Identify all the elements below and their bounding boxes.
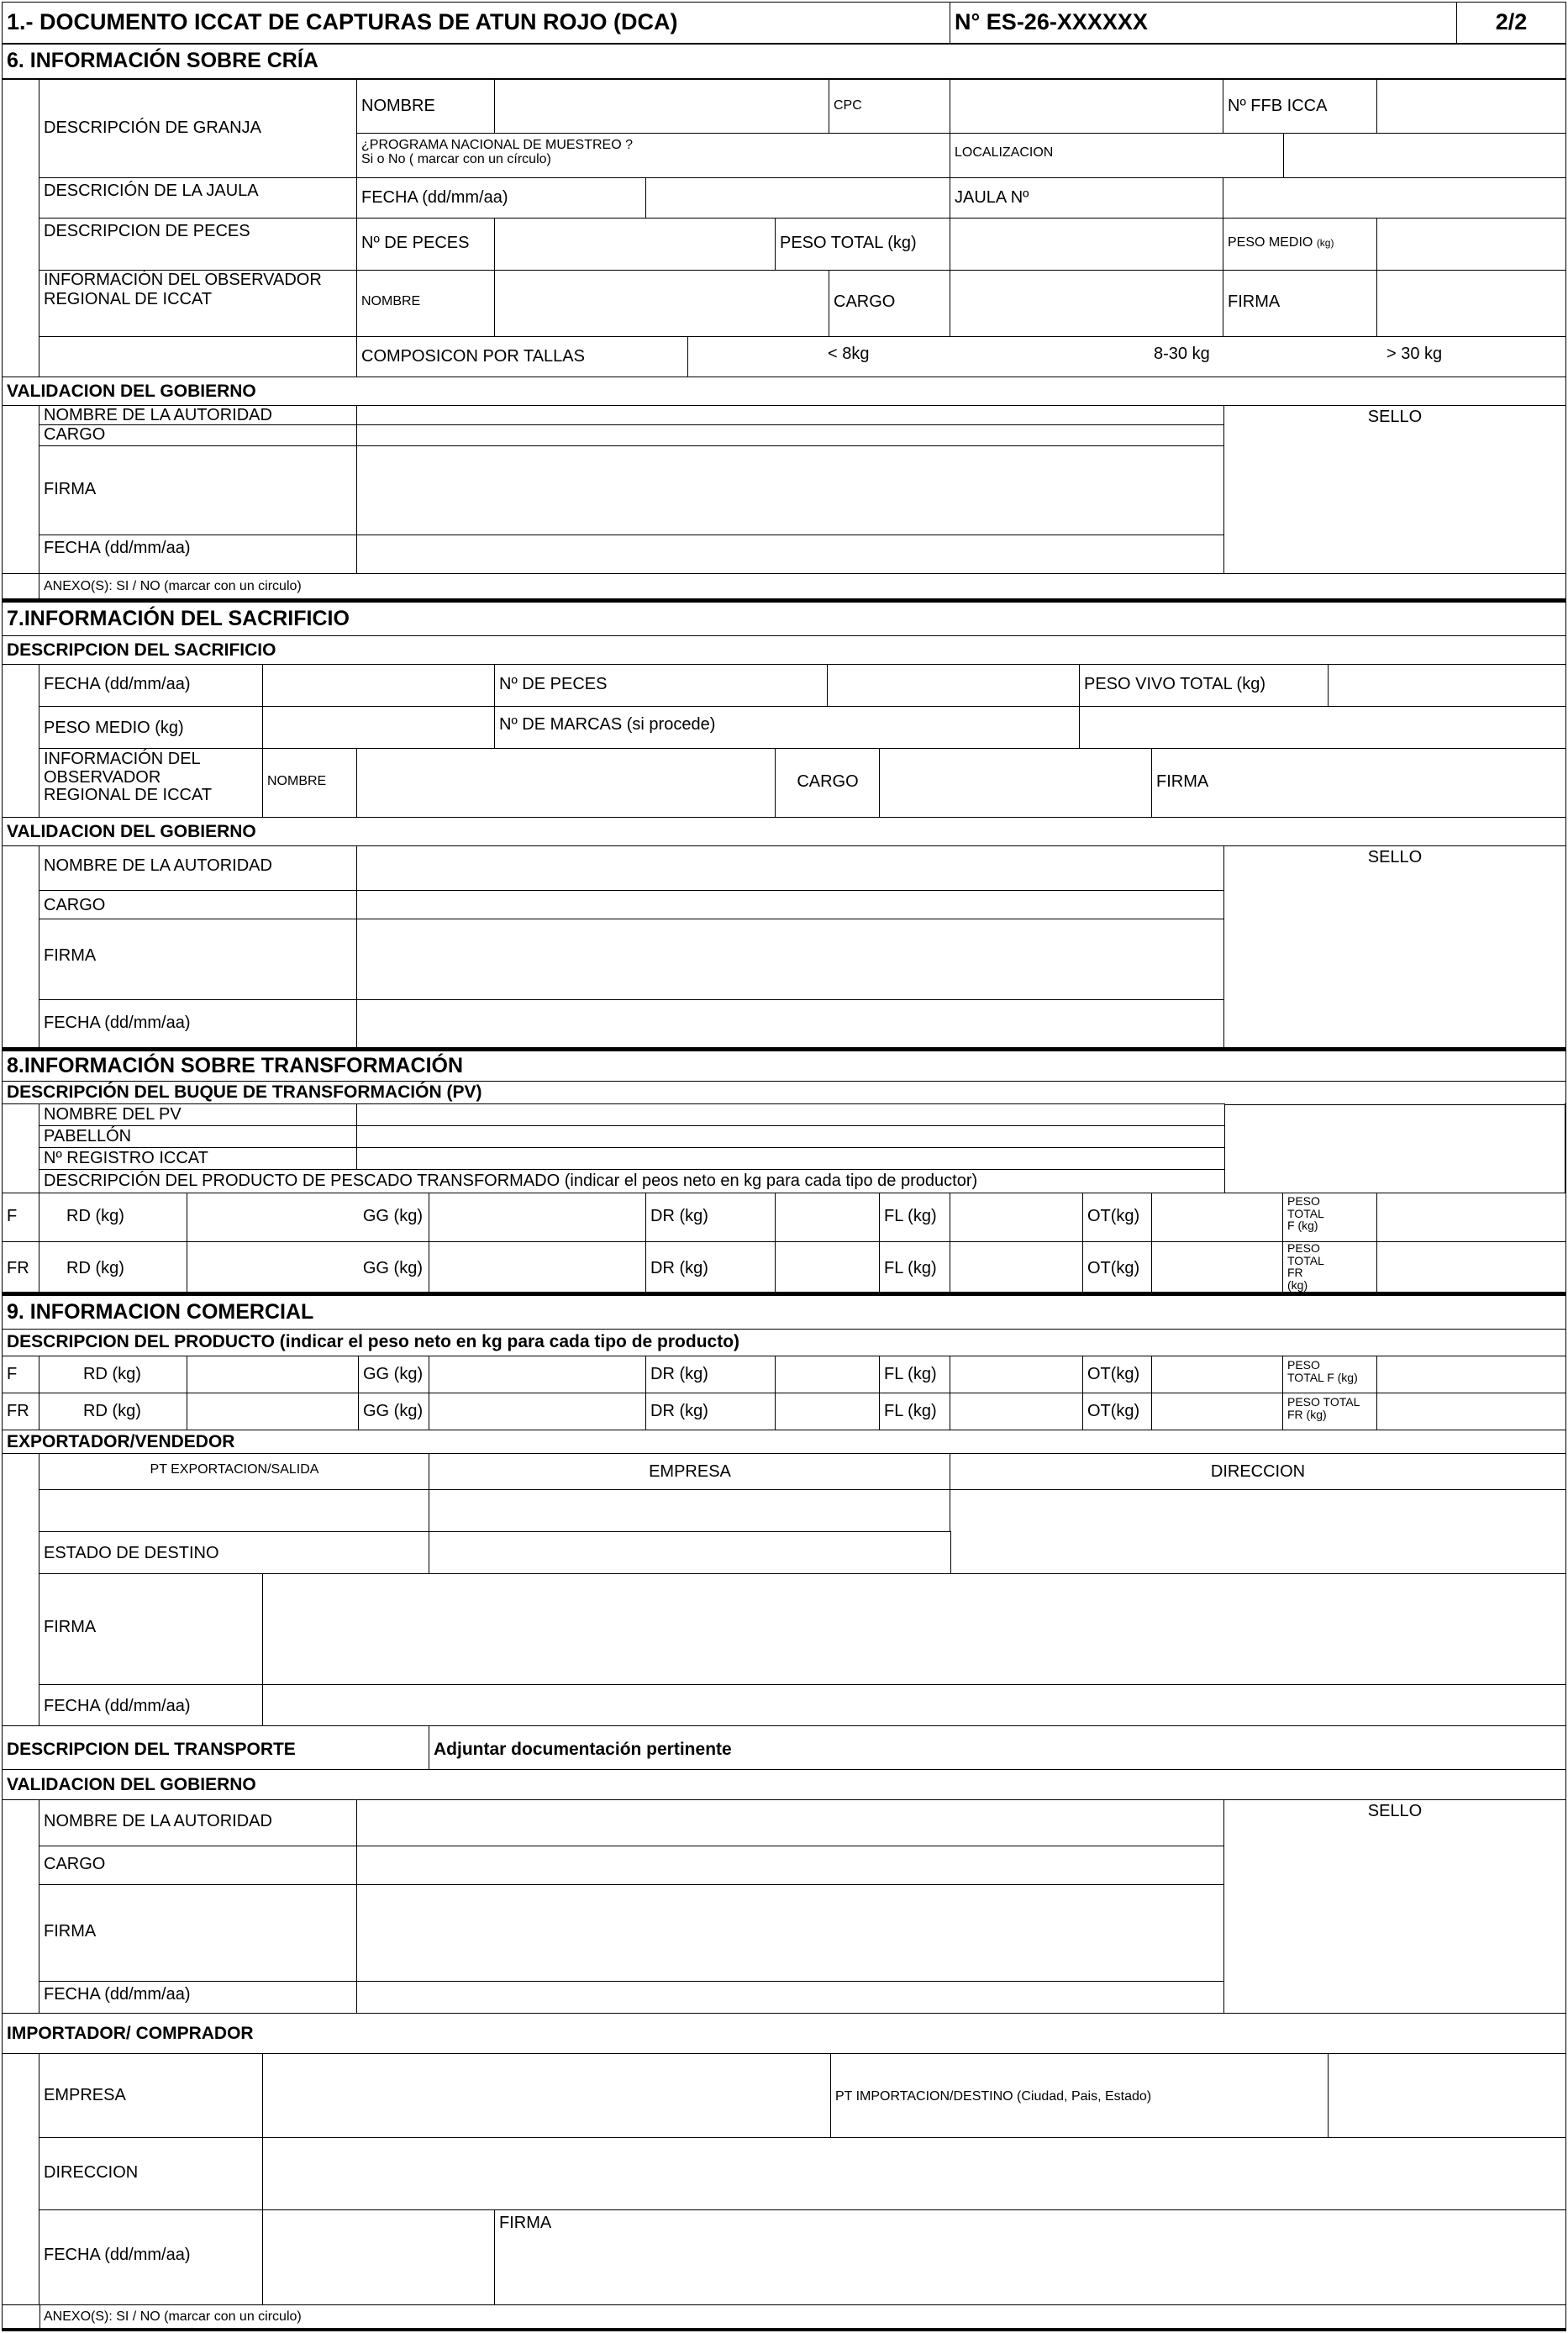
- s8-peso-total-f-field[interactable]: [1376, 1193, 1566, 1243]
- s7-cargo-label: CARGO: [39, 890, 358, 920]
- section-6-title: 6. INFORMACIÓN SOBRE CRÍA: [2, 44, 1566, 79]
- s7-peso-medio-field[interactable]: [262, 706, 496, 750]
- s6-firma-label: FIRMA: [39, 445, 358, 536]
- s9-fecha-v-field[interactable]: [356, 1981, 1225, 2014]
- imp-fecha-label: FECHA (dd/mm/aa): [39, 2209, 264, 2306]
- s8-f-label: F: [2, 1193, 40, 1243]
- peso-total-field[interactable]: [950, 218, 1224, 271]
- jaula-fecha-field[interactable]: [645, 177, 951, 219]
- s7-autoridad-field[interactable]: [356, 845, 1225, 892]
- pt-export-field[interactable]: [39, 1489, 430, 1533]
- exp-fecha-field[interactable]: [262, 1684, 1566, 1727]
- s7-n-peces-label: Nº DE PECES: [494, 664, 829, 708]
- s7-fecha-label: FECHA (dd/mm/aa): [39, 664, 264, 708]
- obs-cargo-field[interactable]: [950, 270, 1224, 338]
- s6-fecha-label: FECHA (dd/mm/aa): [39, 535, 358, 575]
- form-title: 1.- DOCUMENTO ICCAT DE CAPTURAS DE ATUN ROJO (DCA): [2, 2, 951, 44]
- s9-f-ot-label: OT(kg): [1082, 1356, 1153, 1394]
- s7-validacion-margin: [2, 845, 40, 1049]
- imp-fecha-field[interactable]: [262, 2209, 496, 2306]
- section-9-title: 9. INFORMACION COMERCIAL: [2, 1295, 1566, 1330]
- s8-fr-fl-label: FL (kg): [879, 1241, 951, 1293]
- s9-firma-label: FIRMA: [39, 1884, 358, 1983]
- s9-f-rd-field[interactable]: [187, 1356, 360, 1394]
- s9-f-label: F: [2, 1356, 40, 1394]
- s9-fr-gg-field[interactable]: [429, 1393, 647, 1431]
- s8-fr-label: FR: [2, 1241, 40, 1293]
- obs-nombre-label: NOMBRE: [356, 270, 496, 338]
- programa-muestreo[interactable]: ¿PROGRAMA NACIONAL DE MUESTREO ? Si o No ( marcar con un círculo): [356, 133, 951, 179]
- s8-f-gg-field[interactable]: [429, 1193, 647, 1243]
- nombre-pv-field[interactable]: [356, 1103, 1225, 1127]
- buque-title: DESCRIPCIÓN DEL BUQUE DE TRANSFORMACIÓN (PV): [2, 1081, 1566, 1105]
- s7-firma-field[interactable]: [356, 919, 1225, 1001]
- s9-fr-ot-label: OT(kg): [1082, 1393, 1153, 1431]
- s7-peso-medio-label: PESO MEDIO (kg): [39, 706, 264, 750]
- s8-fr-gg-field[interactable]: [429, 1241, 647, 1293]
- pt-import-label: PT IMPORTACION/DESTINO (Ciudad, Pais, Estado): [830, 2053, 1329, 2139]
- peso-total-label: PESO TOTAL (kg): [775, 218, 951, 271]
- granja-nombre-label: NOMBRE: [356, 79, 496, 134]
- s8-fr-fl-field[interactable]: [950, 1241, 1084, 1293]
- cpc-field[interactable]: [950, 79, 1224, 134]
- s7-obs-cargo-label: CARGO: [775, 748, 881, 819]
- imp-empresa-label: EMPRESA: [39, 2053, 264, 2139]
- s8-peso-total-fr-field[interactable]: [1376, 1241, 1566, 1293]
- section-8-margin: [2, 1103, 40, 1194]
- s7-obs-cargo-field[interactable]: [879, 748, 1153, 819]
- s9-producto-title: DESCRIPCION DEL PRODUCTO (indicar el peso neto en kg para cada tipo de producto): [2, 1329, 1566, 1357]
- s9-anexo-margin: [2, 2304, 40, 2330]
- s9-f-gg-label: GG (kg): [358, 1356, 430, 1394]
- exp-firma-label: FIRMA: [39, 1573, 264, 1686]
- s9-f-fl-field[interactable]: [950, 1356, 1084, 1394]
- composicion-blank: [39, 336, 358, 378]
- s7-peso-vivo-field[interactable]: [1328, 664, 1566, 708]
- talla-menor-8kg: < 8kg: [828, 345, 870, 363]
- obs-cargo-label: CARGO: [829, 270, 951, 338]
- jaula-no-field[interactable]: [1223, 177, 1566, 219]
- s7-peso-vivo-label: PESO VIVO TOTAL (kg): [1079, 664, 1329, 708]
- registro-label: Nº REGISTRO ICCAT: [39, 1147, 358, 1171]
- jaula-no-label: JAULA Nº: [950, 177, 1224, 219]
- s6-validacion-title: VALIDACION DEL GOBIERNO: [2, 377, 1566, 407]
- s8-f-dr-label: DR (kg): [645, 1193, 776, 1243]
- imp-direccion-field[interactable]: [262, 2137, 1566, 2211]
- s8-fr-ot-label: OT(kg): [1082, 1241, 1153, 1293]
- section-7-title: 7.INFORMACIÓN DEL SACRIFICIO: [2, 602, 1566, 637]
- s9-validacion-margin: [2, 1799, 40, 2014]
- s7-validacion-title: VALIDACION DEL GOBIERNO: [2, 817, 1566, 847]
- s8-fr-gg-label: GG (kg): [187, 1241, 430, 1293]
- granja-nombre-field[interactable]: [494, 79, 830, 134]
- s6-validacion-margin: [2, 405, 40, 575]
- s8-f-gg-label: GG (kg): [187, 1193, 430, 1243]
- s8-peso-total-f-label: PESO TOTAL F (kg): [1282, 1193, 1378, 1243]
- s9-fecha-v-label: FECHA (dd/mm/aa): [39, 1981, 358, 2014]
- s9-f-dr-label: DR (kg): [645, 1356, 776, 1394]
- s9-fr-gg-label: GG (kg): [358, 1393, 430, 1431]
- pt-import-field[interactable]: [1328, 2053, 1566, 2139]
- exportador-margin: [2, 1453, 40, 1727]
- estado-destino-label: ESTADO DE DESTINO: [39, 1531, 430, 1575]
- s8-f-dr-field[interactable]: [775, 1193, 881, 1243]
- s9-cargo-field[interactable]: [356, 1846, 1225, 1886]
- section-6-margin: [2, 79, 40, 378]
- s9-f-dr-field[interactable]: [775, 1356, 881, 1394]
- s9-fr-dr-field[interactable]: [775, 1393, 881, 1431]
- s9-fr-ot-field[interactable]: [1151, 1393, 1284, 1431]
- section-7-margin: [2, 664, 40, 819]
- s9-f-fl-label: FL (kg): [879, 1356, 951, 1394]
- s8-f-ot-field[interactable]: [1151, 1193, 1284, 1243]
- s9-fr-fl-field[interactable]: [950, 1393, 1084, 1431]
- obs-firma-field[interactable]: [1376, 270, 1566, 338]
- s9-fr-rd-label: RD (kg): [39, 1393, 188, 1431]
- s6-cargo-label: CARGO: [39, 424, 358, 447]
- n-peces-field[interactable]: [494, 218, 776, 271]
- s8-fr-ot-field[interactable]: [1151, 1241, 1284, 1293]
- s7-firma-label: FIRMA: [39, 919, 358, 1001]
- s6-anexo-margin: [2, 573, 40, 600]
- s9-f-rd-label: RD (kg): [39, 1356, 188, 1394]
- observador-label: INFORMACIÓN DEL OBSERVADOR REGIONAL DE ICCAT: [39, 270, 358, 338]
- s8-fr-rd-label: RD (kg): [39, 1241, 188, 1293]
- transporte-field[interactable]: Adjuntar documentación pertinente: [429, 1725, 1566, 1771]
- s8-f-ot-label: OT(kg): [1082, 1193, 1153, 1243]
- peces-label: DESCRIPCION DE PECES: [39, 218, 358, 271]
- right-border: [1565, 1103, 1566, 1194]
- pabellon-field[interactable]: [356, 1125, 1225, 1149]
- s9-fr-label: FR: [2, 1393, 40, 1431]
- s6-autoridad-label: NOMBRE DE LA AUTORIDAD: [39, 405, 358, 426]
- s7-cargo-field[interactable]: [356, 890, 1225, 920]
- talla-8-30kg: 8-30 kg: [1154, 345, 1210, 363]
- imp-direccion-label: DIRECCION: [39, 2137, 264, 2211]
- peso-medio-field[interactable]: [1376, 218, 1566, 271]
- importador-title: IMPORTADOR/ COMPRADOR: [2, 2013, 1566, 2055]
- s9-fr-dr-label: DR (kg): [645, 1393, 776, 1431]
- exp-empresa-field[interactable]: [429, 1489, 951, 1533]
- jaula-label: DESCRICIÓN DE LA JAULA: [39, 177, 358, 219]
- sacrificio-descripcion-title: DESCRIPCION DEL SACRIFICIO: [2, 635, 1566, 666]
- importador-margin: [2, 2053, 40, 2306]
- s7-obs-nombre-label: NOMBRE: [262, 748, 358, 819]
- cpc-label: CPC: [829, 79, 951, 134]
- pt-export-label: PT EXPORTACION/SALIDA: [39, 1453, 430, 1491]
- s7-sello-box: SELLO: [1223, 845, 1566, 1049]
- transporte-label: DESCRIPCION DEL TRANSPORTE: [2, 1725, 430, 1771]
- s9-sello-box: SELLO: [1223, 1799, 1566, 2014]
- s7-fecha-v-field[interactable]: [356, 999, 1225, 1049]
- localizacion-label: LOCALIZACION: [950, 133, 1285, 179]
- s7-autoridad-label: NOMBRE DE LA AUTORIDAD: [39, 845, 358, 892]
- s7-fecha-field[interactable]: [262, 664, 496, 708]
- s9-firma-field[interactable]: [356, 1884, 1225, 1983]
- s9-fr-rd-field[interactable]: [187, 1393, 360, 1431]
- s7-observador-label: INFORMACIÓN DEL OBSERVADOR REGIONAL DE ICCAT: [39, 748, 264, 819]
- estado-destino-field[interactable]: [429, 1531, 951, 1575]
- s8-peso-total-fr-label: PESO TOTAL FR (kg): [1282, 1241, 1378, 1293]
- section-8-title: 8.INFORMACIÓN SOBRE TRANSFORMACIÓN: [2, 1051, 1566, 1082]
- s6-sello-box: SELLO: [1223, 405, 1566, 575]
- s9-peso-total-fr-label: PESO TOTAL FR (kg): [1282, 1393, 1378, 1431]
- imp-firma[interactable]: FIRMA: [494, 2209, 1566, 2306]
- n-peces-label: Nº DE PECES: [356, 218, 496, 271]
- s9-peso-total-f-field[interactable]: [1376, 1356, 1566, 1394]
- s8-f-rd-label: RD (kg): [39, 1193, 188, 1243]
- ffb-field[interactable]: [1376, 79, 1566, 134]
- exp-direccion-field[interactable]: [950, 1489, 1566, 1575]
- producto-transformado-label: DESCRIPCIÓN DEL PRODUCTO DE PESCADO TRANSFORMADO (indicar el peos neto en kg para cada tipo de productor): [39, 1169, 1225, 1194]
- s8-fr-dr-label: DR (kg): [645, 1241, 776, 1293]
- pabellon-label: PABELLÓN: [39, 1125, 358, 1149]
- s9-anexo[interactable]: ANEXO(S): SI / NO (marcar con un circulo): [39, 2304, 1566, 2330]
- s7-n-marcas-label: Nº DE MARCAS (si procede): [494, 706, 1081, 750]
- document-number: N° ES-26-XXXXXX: [950, 2, 1458, 44]
- exp-empresa-label: EMPRESA: [429, 1453, 951, 1491]
- nombre-pv-label: NOMBRE DEL PV: [39, 1103, 358, 1127]
- composicion-label: COMPOSICON POR TALLAS: [356, 336, 689, 378]
- bottom-border: [2, 2328, 1566, 2331]
- s9-validacion-title: VALIDACION DEL GOBIERNO: [2, 1769, 1566, 1801]
- s8-f-fl-field[interactable]: [950, 1193, 1084, 1243]
- s7-obs-nombre-field[interactable]: [356, 748, 776, 819]
- talla-mayor-30kg: > 30 kg: [1386, 345, 1443, 363]
- s6-firma-field[interactable]: [356, 445, 1225, 536]
- page-number: 2/2: [1456, 2, 1566, 44]
- imp-empresa-field[interactable]: [262, 2053, 832, 2139]
- s7-fecha-v-label: FECHA (dd/mm/aa): [39, 999, 358, 1049]
- s9-autoridad-label: NOMBRE DE LA AUTORIDAD: [39, 1799, 358, 1847]
- peso-medio-label: [1223, 218, 1378, 271]
- s7-n-peces-field[interactable]: [827, 664, 1081, 708]
- s6-fecha-field[interactable]: [356, 535, 1225, 575]
- s9-peso-total-f-label: PESO TOTAL F (kg): [1282, 1356, 1378, 1394]
- s9-f-gg-field[interactable]: [429, 1356, 647, 1394]
- jaula-fecha-label: FECHA (dd/mm/aa): [356, 177, 647, 219]
- peso-medio-text: PESO MEDIO: [1228, 235, 1313, 250]
- localizacion-field[interactable]: [1283, 133, 1566, 179]
- exp-fecha-label: FECHA (dd/mm/aa): [39, 1684, 264, 1727]
- registro-field[interactable]: [356, 1147, 1225, 1171]
- s7-n-marcas-field[interactable]: [1079, 706, 1566, 750]
- s8-fr-dr-field[interactable]: [775, 1241, 881, 1293]
- exp-direccion-label: DIRECCION: [950, 1453, 1566, 1491]
- obs-firma-label: FIRMA: [1223, 270, 1378, 338]
- s9-autoridad-field[interactable]: [356, 1799, 1225, 1847]
- s8-f-fl-label: FL (kg): [879, 1193, 951, 1243]
- exp-firma-field[interactable]: [262, 1573, 1566, 1686]
- s6-anexo[interactable]: ANEXO(S): SI / NO (marcar con un circulo): [39, 573, 1566, 600]
- s7-obs-firma[interactable]: FIRMA: [1151, 748, 1566, 819]
- s9-peso-total-fr-field[interactable]: [1376, 1393, 1566, 1431]
- s9-cargo-label: CARGO: [39, 1846, 358, 1886]
- granja-label: DESCRIPCIÓN DE GRANJA: [39, 79, 358, 179]
- exportador-title: EXPORTADOR/VENDEDOR: [2, 1430, 1566, 1455]
- s6-autoridad-field[interactable]: [356, 405, 1225, 426]
- s6-cargo-field[interactable]: [356, 424, 1225, 447]
- s9-fr-fl-label: FL (kg): [879, 1393, 951, 1431]
- obs-nombre-field[interactable]: [494, 270, 830, 338]
- peso-medio-unit: (kg): [1316, 237, 1334, 249]
- ffb-label: Nº FFB ICCA: [1223, 79, 1378, 134]
- s9-f-ot-field[interactable]: [1151, 1356, 1284, 1394]
